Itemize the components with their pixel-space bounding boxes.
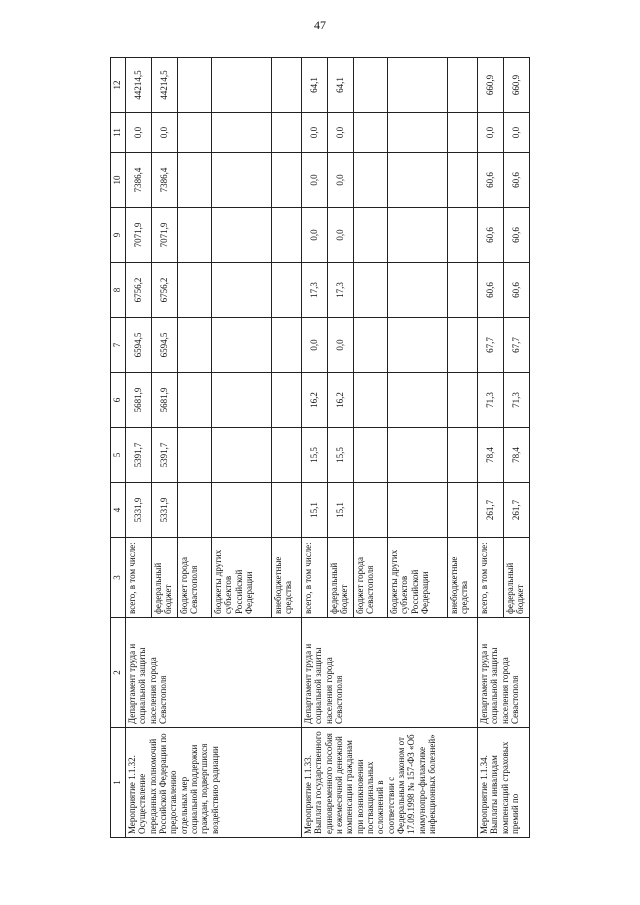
column-number: 11: [111, 113, 126, 153]
amount-cell: [178, 208, 212, 263]
amount-cell: 660,9: [478, 58, 504, 113]
amount-cell: 78,4: [478, 428, 504, 483]
amount-cell: 64,1: [302, 58, 328, 113]
funding-source-cell: внебюджетные средства: [448, 538, 478, 618]
amount-cell: [448, 263, 478, 318]
amount-cell: 5391,7: [126, 428, 152, 483]
column-number-row: [111, 58, 126, 838]
amount-cell: 0,0: [302, 113, 328, 153]
column-number: 12: [111, 58, 126, 113]
amount-cell: 16,2: [302, 373, 328, 428]
funding-source-cell: федеральный бюджет: [152, 538, 178, 618]
amount-cell: [448, 208, 478, 263]
funding-source-cell: бюджеты других субъектов Российской Федерации: [212, 538, 272, 618]
amount-cell: 17,3: [328, 263, 354, 318]
amount-cell: [212, 428, 272, 483]
funding-source-cell: всего, в том числе:: [478, 538, 504, 618]
funding-source-cell: всего, в том числе:: [126, 538, 152, 618]
amount-cell: [354, 58, 388, 113]
funding-source-cell: всего, в том числе:: [302, 538, 328, 618]
budget-table: [110, 57, 530, 838]
amount-cell: [178, 263, 212, 318]
column-number: 6: [111, 373, 126, 428]
amount-cell: [272, 318, 302, 373]
amount-cell: [272, 208, 302, 263]
amount-cell: [212, 373, 272, 428]
amount-cell: [448, 153, 478, 208]
amount-cell: [354, 373, 388, 428]
amount-cell: 6756,2: [152, 263, 178, 318]
amount-cell: 60,6: [478, 263, 504, 318]
amount-cell: 0,0: [302, 318, 328, 373]
amount-cell: [178, 58, 212, 113]
amount-cell: [388, 113, 448, 153]
amount-cell: 44214,5: [126, 58, 152, 113]
rotated-table-frame: [110, 58, 580, 838]
amount-cell: 0,0: [328, 113, 354, 153]
amount-cell: 0,0: [328, 208, 354, 263]
amount-cell: 60,6: [478, 208, 504, 263]
amount-cell: 67,7: [504, 318, 530, 373]
amount-cell: [354, 153, 388, 208]
table-row: [478, 58, 504, 838]
amount-cell: [354, 263, 388, 318]
column-number: 7: [111, 318, 126, 373]
executor-cell: Департамент труда и социальной защиты населения города Севастополя: [302, 618, 478, 728]
column-number: 9: [111, 208, 126, 263]
amount-cell: 0,0: [328, 153, 354, 208]
amount-cell: [388, 428, 448, 483]
amount-cell: [354, 113, 388, 153]
table-row: [126, 58, 152, 838]
amount-cell: 6594,5: [152, 318, 178, 373]
amount-cell: 5681,9: [152, 373, 178, 428]
amount-cell: [388, 58, 448, 113]
amount-cell: [448, 373, 478, 428]
executor-cell: Департамент труда и социальной защиты населения города Севастополя: [126, 618, 302, 728]
amount-cell: 7386,4: [152, 153, 178, 208]
funding-source-cell: бюджет города Севастополя: [178, 538, 212, 618]
amount-cell: 660,9: [504, 58, 530, 113]
amount-cell: 0,0: [504, 113, 530, 153]
amount-cell: 5331,9: [126, 483, 152, 538]
funding-source-cell: внебюджетные средства: [272, 538, 302, 618]
amount-cell: [354, 208, 388, 263]
amount-cell: 17,3: [302, 263, 328, 318]
page-number: 47: [314, 18, 326, 32]
amount-cell: [212, 263, 272, 318]
amount-cell: 64,1: [328, 58, 354, 113]
amount-cell: 7071,9: [126, 208, 152, 263]
amount-cell: [354, 428, 388, 483]
amount-cell: [272, 483, 302, 538]
amount-cell: [388, 263, 448, 318]
funding-source-cell: федеральный бюджет: [328, 538, 354, 618]
amount-cell: 0,0: [302, 208, 328, 263]
amount-cell: [448, 113, 478, 153]
column-number: 3: [111, 538, 126, 618]
amount-cell: 6594,5: [126, 318, 152, 373]
amount-cell: 0,0: [328, 318, 354, 373]
amount-cell: [448, 318, 478, 373]
amount-cell: [212, 153, 272, 208]
amount-cell: [178, 113, 212, 153]
amount-cell: [388, 483, 448, 538]
table-container: [110, 58, 580, 838]
column-number: 10: [111, 153, 126, 208]
event-cell: Мероприятие 1.1.34. Выплаты инвалидам компенсаций страховых премий по: [478, 728, 530, 838]
amount-cell: 15,5: [328, 428, 354, 483]
amount-cell: [212, 208, 272, 263]
amount-cell: 15,1: [302, 483, 328, 538]
column-number: 4: [111, 483, 126, 538]
amount-cell: [212, 483, 272, 538]
amount-cell: 16,2: [328, 373, 354, 428]
amount-cell: 60,6: [504, 153, 530, 208]
amount-cell: [272, 58, 302, 113]
amount-cell: 78,4: [504, 428, 530, 483]
executor-cell: Департамент труда и социальной защиты населения города Севастополя: [478, 618, 530, 728]
amount-cell: 71,3: [504, 373, 530, 428]
column-number: 1: [111, 728, 126, 838]
amount-cell: 261,7: [504, 483, 530, 538]
funding-source-cell: бюджеты других субъектов Российской Федерации: [388, 538, 448, 618]
table-row: [302, 58, 328, 838]
amount-cell: 7071,9: [152, 208, 178, 263]
amount-cell: 5331,9: [152, 483, 178, 538]
amount-cell: [272, 263, 302, 318]
amount-cell: [388, 153, 448, 208]
amount-cell: [272, 153, 302, 208]
amount-cell: [388, 318, 448, 373]
amount-cell: [212, 113, 272, 153]
column-number: 2: [111, 618, 126, 728]
amount-cell: [448, 483, 478, 538]
amount-cell: 0,0: [478, 113, 504, 153]
amount-cell: 60,6: [478, 153, 504, 208]
amount-cell: 44214,5: [152, 58, 178, 113]
amount-cell: [354, 318, 388, 373]
amount-cell: [178, 428, 212, 483]
amount-cell: [388, 373, 448, 428]
amount-cell: 60,6: [504, 263, 530, 318]
amount-cell: [178, 153, 212, 208]
amount-cell: 7386,4: [126, 153, 152, 208]
column-number: 8: [111, 263, 126, 318]
amount-cell: [178, 483, 212, 538]
amount-cell: 5681,9: [126, 373, 152, 428]
amount-cell: [178, 318, 212, 373]
amount-cell: 5391,7: [152, 428, 178, 483]
amount-cell: [388, 208, 448, 263]
amount-cell: [178, 373, 212, 428]
amount-cell: 6756,2: [126, 263, 152, 318]
amount-cell: [212, 318, 272, 373]
amount-cell: [272, 428, 302, 483]
amount-cell: [448, 58, 478, 113]
amount-cell: [354, 483, 388, 538]
event-cell: Мероприятие 1.1.33. Выплата государственного единовременного пособия и ежемесячной денежной компенсации гражданам при возникновении поствакцинальных осложнений в соответствии с Федеральным законом от 17.09.1998 № 157-ФЗ «Об иммунопро-филактике инфекционных болезней»: [302, 728, 478, 838]
amount-cell: 15,1: [328, 483, 354, 538]
amount-cell: [272, 113, 302, 153]
funding-source-cell: бюджет города Севастополя: [354, 538, 388, 618]
amount-cell: 71,3: [478, 373, 504, 428]
amount-cell: 261,7: [478, 483, 504, 538]
amount-cell: 0,0: [126, 113, 152, 153]
funding-source-cell: федеральный бюджет: [504, 538, 530, 618]
amount-cell: 0,0: [152, 113, 178, 153]
event-cell: Мероприятие 1.1.32. Осуществление переданных полномочий Российской Федерации по предоставлению отдельных мер социальной поддержки граждан, подвергшихся воздействию радиации: [126, 728, 302, 838]
amount-cell: 67,7: [478, 318, 504, 373]
amount-cell: [448, 428, 478, 483]
column-number: 5: [111, 428, 126, 483]
amount-cell: 15,5: [302, 428, 328, 483]
amount-cell: 0,0: [302, 153, 328, 208]
amount-cell: [212, 58, 272, 113]
amount-cell: [272, 373, 302, 428]
amount-cell: 60,6: [504, 208, 530, 263]
